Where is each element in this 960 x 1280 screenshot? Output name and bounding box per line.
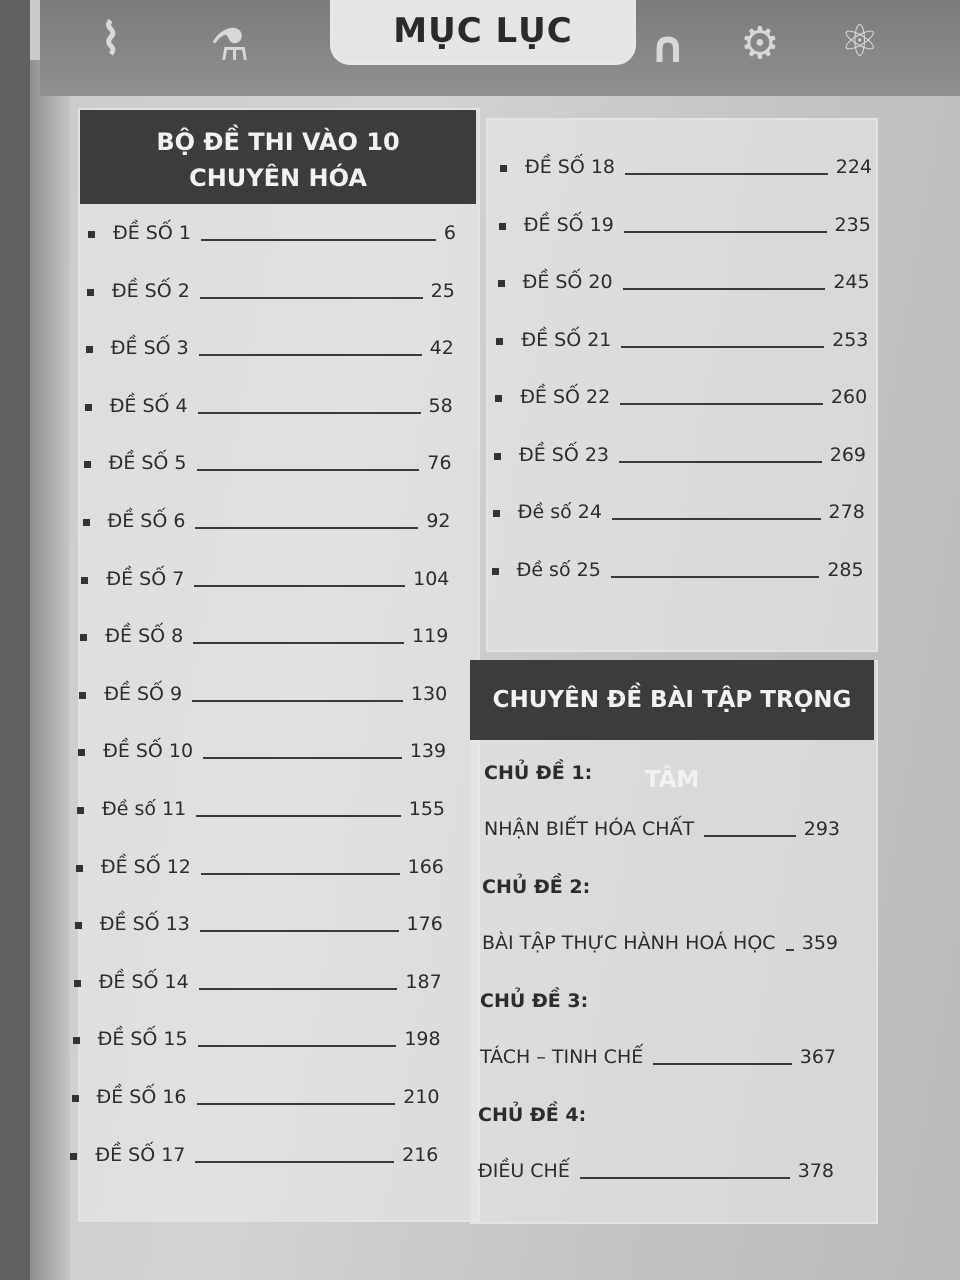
toc-entry-page: 58 xyxy=(428,394,453,417)
leader-line xyxy=(625,173,828,175)
toc-entry-label: ĐỀ SỐ 20 xyxy=(522,271,613,293)
bullet-icon xyxy=(83,519,90,526)
toc-entry-label: ĐỀ SỐ 22 xyxy=(520,386,611,408)
toc-entry-page: 92 xyxy=(426,510,451,532)
toc-entry[interactable] xyxy=(81,568,449,590)
toc-entry-page: 6 xyxy=(443,222,456,244)
bullet-icon xyxy=(493,510,500,517)
toc-entry[interactable] xyxy=(79,683,447,705)
toc-entry-label: ĐỀ SỐ 19 xyxy=(523,213,614,236)
leader-line xyxy=(611,576,820,578)
toc-entry[interactable] xyxy=(73,1028,441,1050)
bullet-icon xyxy=(79,692,86,699)
toc-entry[interactable] xyxy=(70,1144,438,1166)
toc-entry[interactable] xyxy=(493,501,865,523)
bullet-icon xyxy=(74,980,81,987)
toc-entry[interactable] xyxy=(78,740,446,762)
toc-entry-label: Đề số 11 xyxy=(102,798,187,820)
bullet-icon xyxy=(78,749,85,756)
toc-entry-label: ĐỀ SỐ 23 xyxy=(519,443,609,466)
toc-entry[interactable] xyxy=(496,329,868,351)
toc-entry-label: ĐỀ SỐ 7 xyxy=(106,567,185,590)
topic-heading: CHỦ ĐỀ 3: xyxy=(480,990,589,1012)
bullet-icon xyxy=(494,453,501,460)
toc-entry-page: 176 xyxy=(406,913,443,936)
topic-heading: CHỦ ĐỀ 1: xyxy=(484,762,593,784)
leader-line xyxy=(199,354,422,356)
page-title: MỤC LỤC xyxy=(393,11,573,51)
toc-entry[interactable] xyxy=(498,271,870,293)
leader-line xyxy=(201,873,400,875)
bullet-icon xyxy=(73,1037,80,1044)
magnet-icon: ∩ xyxy=(650,22,686,73)
leader-line xyxy=(704,835,796,837)
leader-line xyxy=(195,1161,394,1163)
bullet-icon xyxy=(496,338,503,345)
leader-line xyxy=(192,700,403,702)
toc-entry[interactable] xyxy=(88,222,456,244)
toc-entry-page: 278 xyxy=(828,501,865,523)
toc-entry-page: 139 xyxy=(409,740,447,763)
toc-entry-page: 119 xyxy=(412,625,449,648)
toc-entry[interactable] xyxy=(484,818,840,840)
leader-line xyxy=(203,757,402,759)
toc-entry-page: 187 xyxy=(405,970,442,993)
toc-entry-label: ĐỀ SỐ 18 xyxy=(525,156,615,178)
toc-entry-page: 166 xyxy=(407,855,444,878)
toc-entry-label: ĐỀ SỐ 17 xyxy=(95,1143,186,1166)
toc-entry[interactable] xyxy=(77,798,445,820)
topic-heading: CHỦ ĐỀ 4: xyxy=(478,1104,587,1126)
toc-entry-page: 359 xyxy=(801,932,838,954)
toc-entry-label: TÁCH – TINH CHẾ xyxy=(480,1046,644,1068)
left-heading-line1: BỘ ĐỀ THI VÀO 10 xyxy=(156,128,400,156)
leader-line xyxy=(197,469,420,471)
toc-entry-page: 253 xyxy=(832,328,869,351)
bullet-icon xyxy=(80,634,87,641)
page-binding-edge xyxy=(30,60,70,1280)
toc-entry-label: ĐỀ SỐ 6 xyxy=(107,510,186,532)
toc-entry-page: 269 xyxy=(829,443,866,466)
toc-entry-label: ĐIỀU CHẾ xyxy=(478,1160,570,1182)
toc-entry-label: ĐỀ SỐ 15 xyxy=(97,1028,188,1051)
leader-line xyxy=(620,403,823,405)
flask-icon: ⚗ xyxy=(210,20,250,71)
leader-line xyxy=(621,346,824,348)
leader-line xyxy=(195,527,418,529)
leader-line xyxy=(198,1045,397,1047)
leader-line xyxy=(197,1103,396,1105)
toc-entry-label: ĐỀ SỐ 3 xyxy=(110,337,189,360)
toc-entry-page: 285 xyxy=(827,558,864,581)
leader-line xyxy=(786,949,794,951)
toc-entry-page: 260 xyxy=(830,386,868,408)
toc-entry-page: 210 xyxy=(403,1086,440,1108)
toc-entry-label: Đề số 24 xyxy=(517,501,602,523)
toc-entry-page: 235 xyxy=(834,213,871,236)
toc-entry[interactable] xyxy=(495,386,867,408)
toc-entry-label: ĐỀ SỐ 1 xyxy=(113,222,191,244)
leader-line xyxy=(193,642,404,644)
toc-entry-label: ĐỀ SỐ 21 xyxy=(521,328,612,351)
toc-entry-page: 293 xyxy=(803,818,840,840)
bullet-icon xyxy=(499,223,506,230)
bullet-icon xyxy=(87,289,94,296)
toc-entry-label: ĐỀ SỐ 16 xyxy=(96,1086,187,1108)
bullet-icon xyxy=(75,922,82,929)
toc-entry-label: ĐỀ SỐ 13 xyxy=(99,913,190,936)
leader-line xyxy=(199,988,398,990)
bullet-icon xyxy=(498,280,505,287)
toc-entry-label: NHẬN BIẾT HÓA CHẤT xyxy=(484,818,695,840)
toc-entry-label: ĐỀ SỐ 5 xyxy=(108,452,187,475)
toc-entry[interactable] xyxy=(74,971,442,993)
leader-line xyxy=(623,288,826,290)
toc-entry-page: 224 xyxy=(835,156,872,178)
toc-entry[interactable] xyxy=(85,395,453,417)
toc-entry[interactable] xyxy=(494,444,866,466)
leader-line xyxy=(200,930,399,932)
left-section-heading xyxy=(80,110,476,204)
bullet-icon xyxy=(495,395,502,402)
leader-line xyxy=(624,231,827,233)
toc-entry-label: ĐỀ SỐ 14 xyxy=(98,970,189,993)
toc-entry-page: 42 xyxy=(429,337,454,360)
toc-entry-page: 130 xyxy=(410,682,448,705)
toc-entry[interactable] xyxy=(492,559,864,581)
toc-entry-label: ĐỀ SỐ 2 xyxy=(111,279,190,302)
topics-section-heading: CHUYÊN ĐỀ BÀI TẬP TRỌNG TÂM xyxy=(470,660,874,740)
toc-entry-page: 245 xyxy=(833,271,870,293)
toc-entry-page: 216 xyxy=(402,1143,439,1166)
toc-entry[interactable] xyxy=(86,337,454,359)
toc-entry-label: BÀI TẬP THỰC HÀNH HOÁ HỌC xyxy=(482,932,776,954)
toc-entry-label: ĐỀ SỐ 10 xyxy=(103,740,194,763)
bullet-icon xyxy=(72,1095,79,1102)
toc-entry[interactable] xyxy=(482,932,838,954)
toc-entry[interactable] xyxy=(480,1046,836,1068)
leader-line xyxy=(612,518,821,520)
toc-entry[interactable] xyxy=(72,1086,440,1108)
toc-entry-label: ĐỀ SỐ 8 xyxy=(105,625,184,648)
toc-entry[interactable] xyxy=(75,913,443,935)
toc-entry-label: ĐỀ SỐ 9 xyxy=(104,682,183,705)
toc-entry-label: Đề số 25 xyxy=(516,558,601,581)
leader-line xyxy=(580,1177,790,1179)
toc-entry-page: 104 xyxy=(413,567,450,590)
toc-entry-page: 378 xyxy=(797,1160,834,1182)
toc-entry[interactable] xyxy=(499,214,871,236)
toc-entry[interactable] xyxy=(500,156,872,178)
page-title-box xyxy=(330,0,636,65)
toc-entry-page: 198 xyxy=(404,1028,441,1051)
leader-line xyxy=(200,297,423,299)
bullet-icon xyxy=(76,865,83,872)
toc-entry-page: 155 xyxy=(408,798,445,820)
toc-entry-label: ĐỀ SỐ 4 xyxy=(109,394,188,417)
bullet-icon xyxy=(492,568,499,575)
toc-entry-label: ĐỀ SỐ 12 xyxy=(100,855,191,878)
left-heading-line2: CHUYÊN HÓA xyxy=(189,164,367,192)
leader-line xyxy=(619,461,822,463)
toc-entry-page: 367 xyxy=(799,1046,836,1068)
toc-entry[interactable] xyxy=(84,452,452,474)
bullet-icon xyxy=(70,1153,77,1160)
topic-heading: CHỦ ĐỀ 2: xyxy=(482,876,591,898)
toc-entry[interactable] xyxy=(80,625,448,647)
bullet-icon xyxy=(500,165,507,172)
leader-line xyxy=(194,585,405,587)
dna-icon: ⌇ xyxy=(100,14,122,65)
toc-entry[interactable] xyxy=(76,856,444,878)
bullet-icon xyxy=(81,577,88,584)
bullet-icon xyxy=(84,461,91,468)
toc-entry[interactable] xyxy=(478,1160,834,1182)
bullet-icon xyxy=(88,231,95,238)
leader-line xyxy=(196,815,401,817)
bullet-icon xyxy=(85,404,92,411)
leader-line xyxy=(201,239,436,241)
leader-line xyxy=(198,412,421,414)
toc-entry[interactable] xyxy=(87,280,455,302)
left-panel xyxy=(78,108,480,1222)
leader-line xyxy=(653,1063,791,1065)
toc-entry[interactable] xyxy=(83,510,451,532)
atom-icon: ⚛ xyxy=(840,16,880,67)
gear-icon: ⚙ xyxy=(740,18,780,69)
bullet-icon xyxy=(77,807,84,814)
toc-entry-page: 76 xyxy=(427,452,452,475)
toc-entry-page: 25 xyxy=(430,279,455,302)
bullet-icon xyxy=(86,346,93,353)
